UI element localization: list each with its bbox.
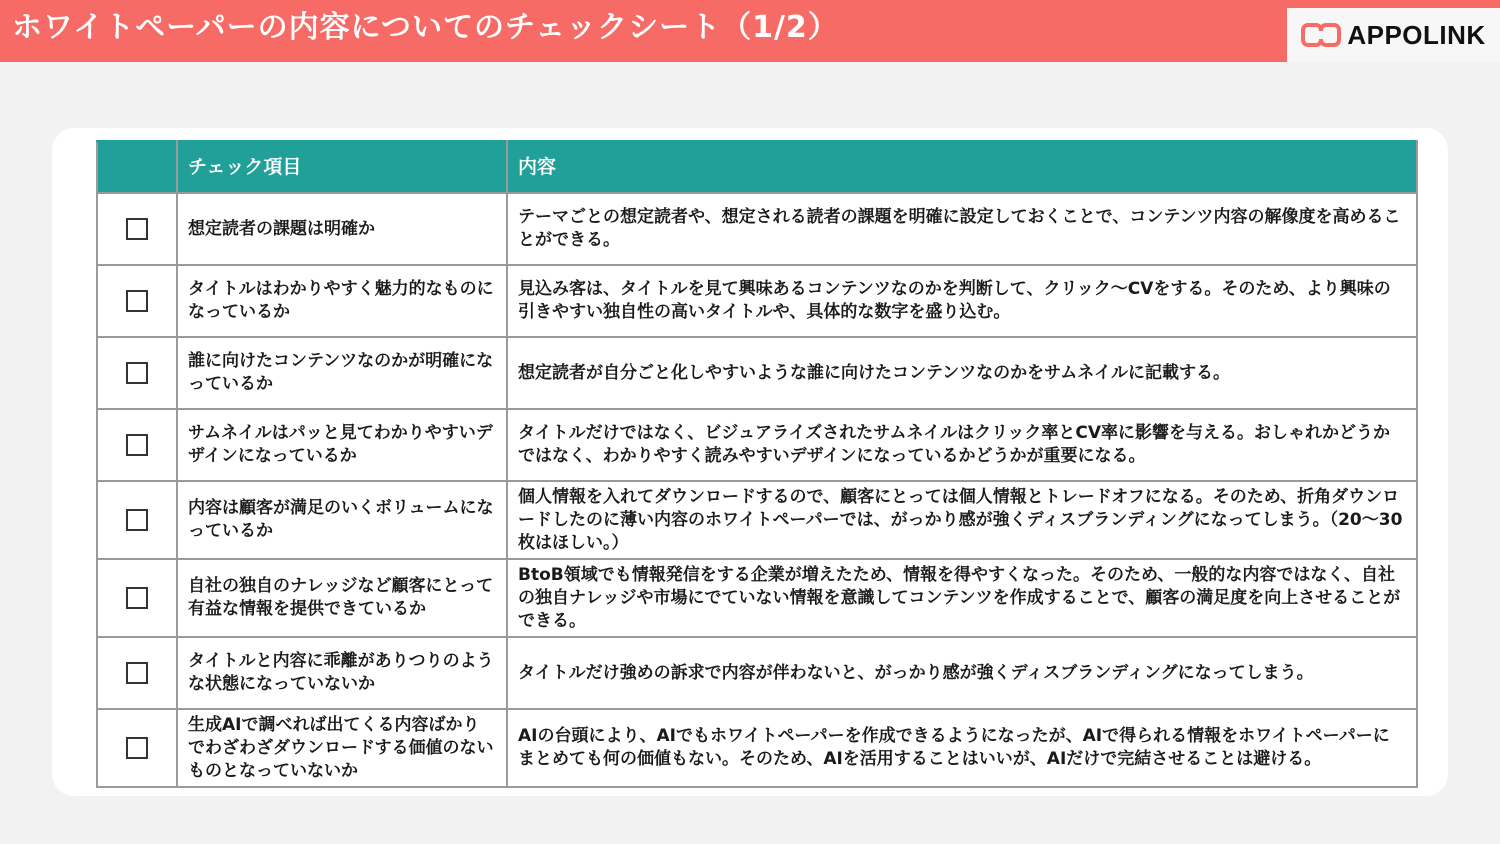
page-title: ホワイトペーパーの内容についてのチェックシート（1/2） [12,10,839,45]
check-item: 生成AIで調べれば出てくる内容ばかりでわざわざダウンロードする価値のないものとなっていないか [177,709,507,787]
logo [1287,8,1500,62]
check-item: タイトルと内容に乖離がありつりのような状態になっていないか [177,637,507,709]
check-item: 想定読者の課題は明確か [177,193,507,265]
table-row [97,337,1417,409]
table-row [97,193,1417,265]
checkbox[interactable] [126,509,148,531]
check-item: タイトルはわかりやすく魅力的なものになっているか [177,265,507,337]
check-cell [97,337,177,409]
check-cell [97,193,177,265]
check-cell [97,709,177,787]
check-content: AIの台頭により、AIでもホワイトペーパーを作成できるようになったが、AIで得られる情報をホワイトペーパーにまとめても何の価値もない。そのため、AIを活用することはいいが、AIだけで完結させることは避ける。 [507,709,1417,787]
check-content: BtoB領域でも情報発信をする企業が増えたため、情報を得やすくなった。そのため、一般的な内容ではなく、自社の独自ナレッジや市場にでていない情報を意識してコンテンツを作成することで、顧客の満足度を向上させることができる。 [507,559,1417,637]
check-content: 見込み客は、タイトルを見て興味あるコンテンツなのかを判断して、クリック〜CVをする。そのため、より興味の引きやすい独自性の高いタイトルや、具体的な数字を盛り込む。 [507,265,1417,337]
logo-text: APPOLINK [1347,19,1486,50]
column-header-content: 内容 [507,141,1417,193]
check-cell [97,559,177,637]
table-row [97,409,1417,481]
table-row [97,637,1417,709]
checkbox[interactable] [126,362,148,384]
check-content: タイトルだけではなく、ビジュアライズされたサムネイルはクリック率とCV率に影響を与える。おしゃれかどうかではなく、わかりやすく読みやすいデザインになっているかどうかが重要になる。 [507,409,1417,481]
checkbox[interactable] [126,662,148,684]
column-header-check [97,141,177,193]
check-item: 内容は顧客が満足のいくボリュームになっているか [177,481,507,559]
table-row [97,709,1417,787]
checkbox[interactable] [126,737,148,759]
check-item: 自社の独自のナレッジなど顧客にとって有益な情報を提供できているか [177,559,507,637]
column-header-item: チェック項目 [177,141,507,193]
check-cell [97,481,177,559]
table-row [97,481,1417,559]
table-row [97,265,1417,337]
check-cell [97,637,177,709]
check-content: テーマごとの想定読者や、想定される読者の課題を明確に設定しておくことで、コンテンツ内容の解像度を高めることができる。 [507,193,1417,265]
check-content: 個人情報を入れてダウンロードするので、顧客にとっては個人情報とトレードオフになる。そのため、折角ダウンロードしたのに薄い内容のホワイトペーパーでは、がっかり感が強くディスブランディングになってしまう。（20〜30枚はほしい。） [507,481,1417,559]
checkbox[interactable] [126,434,148,456]
checkbox[interactable] [126,218,148,240]
appolink-logo-icon [1301,22,1341,48]
table-header-row [97,141,1417,193]
table-row [97,559,1417,637]
check-content: タイトルだけ強めの訴求で内容が伴わないと、がっかり感が強くディスブランディングになってしまう。 [507,637,1417,709]
checkbox[interactable] [126,587,148,609]
checklist-table [96,140,1418,788]
check-item: サムネイルはパッと見てわかりやすいデザインになっているか [177,409,507,481]
check-item: 誰に向けたコンテンツなのかが明確になっているか [177,337,507,409]
check-cell [97,409,177,481]
check-cell [97,265,177,337]
check-content: 想定読者が自分ごと化しやすいような誰に向けたコンテンツなのかをサムネイルに記載する。 [507,337,1417,409]
checkbox[interactable] [126,290,148,312]
